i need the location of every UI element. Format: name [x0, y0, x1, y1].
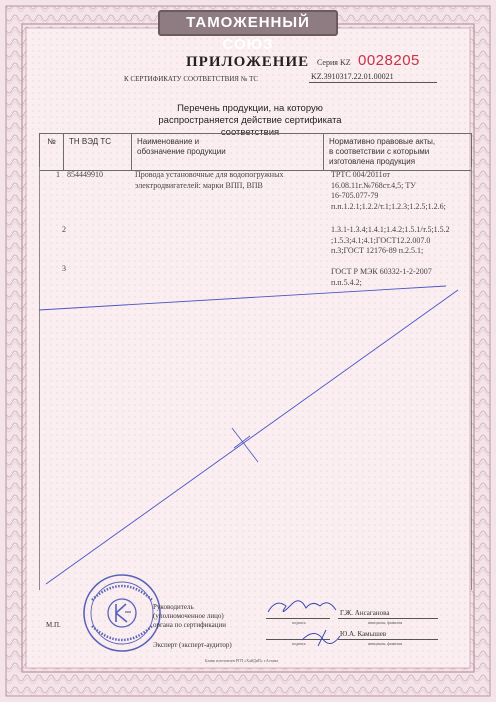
expert-name-line: [338, 639, 438, 640]
series-label: Серия KZ: [317, 58, 351, 67]
column-header-norms: Нормативно правовые акты, в соответствии с которыми изготовлена продукция: [324, 134, 472, 171]
head-signature-caption: подпись: [292, 620, 306, 625]
product-table: [39, 133, 472, 171]
head-name-caption: инициалы, фамилия: [368, 620, 403, 625]
row-3-number: 3: [62, 264, 66, 273]
appendix-title: ПРИЛОЖЕНИЕ: [186, 54, 310, 70]
heading-line-1: Перечень продукции, на которую: [177, 103, 323, 114]
head-name: Г.Ж. Ансаганова: [340, 609, 390, 617]
column-header-code: ТН ВЭД ТС: [64, 134, 132, 171]
stamp-place-label: М.П.: [46, 621, 61, 629]
expert-role: Эксперт (эксперт-аудитор): [153, 641, 232, 649]
head-signature-line: [266, 618, 330, 619]
certificate-number: KZ.3910317.22.01.00021: [311, 72, 394, 81]
table-header-row: [40, 134, 472, 171]
certificate-number-underline: [309, 82, 437, 83]
table-left-border: [39, 167, 40, 590]
head-name-line: [338, 618, 438, 619]
column-header-name: Наименование и обозначение продукции: [132, 134, 324, 171]
expert-name-caption: инициалы, фамилия: [368, 641, 403, 646]
column-header-number: №: [40, 134, 64, 171]
expert-signature-caption: подпись: [292, 641, 306, 646]
blank-printer-footer: Бланк изготовлен РГП «ХайДиП» г.Астана: [205, 658, 278, 663]
row-1-code: 854449910: [67, 170, 103, 179]
form-number: 0028205: [358, 52, 420, 69]
table-right-border: [471, 167, 472, 590]
expert-name: Ю.А. Камышев: [340, 630, 387, 638]
head-role: Руководитель (уполномоченное лицо) органа по сертификации: [153, 603, 227, 629]
expert-signature-line: [266, 639, 330, 640]
heading-line-2: распространяется действие сертификата соответствия: [158, 115, 342, 138]
row-1-norms: ТРТС 004/2011от 16.08.11г.№768ст.4,5; ТУ 16-705.077-79 п.п.1.2.1;1.2.2/т.1;1.2.3;1.2.5;1.2.6;: [331, 170, 446, 211]
row-1-name: Провода установочные для водопогружных электродвигателей: марки ВПП, ВПВ: [135, 170, 284, 190]
row-1-number: 1: [56, 170, 60, 179]
certificate-reference-label: К СЕРТИФИКАТУ СООТВЕТСТВИЯ № ТС: [124, 75, 259, 83]
row-2-number: 2: [62, 225, 66, 234]
row-2-norms: 1.3.1-1.3.4;1.4.1;1.4.2;1.5.1/т.5;1.5.2 ;1.5.3;4.1;4.1;ГОСТ12.2.007.0 п.3;ГОСТ 12176-89 п.2.5.1;: [331, 225, 450, 255]
customs-union-banner: ТАМОЖЕННЫЙ СОЮЗ: [158, 10, 338, 36]
row-3-norms: ГОСТ Р МЭК 60332-1-2-2007 п.п.5.4.2;: [331, 267, 432, 287]
